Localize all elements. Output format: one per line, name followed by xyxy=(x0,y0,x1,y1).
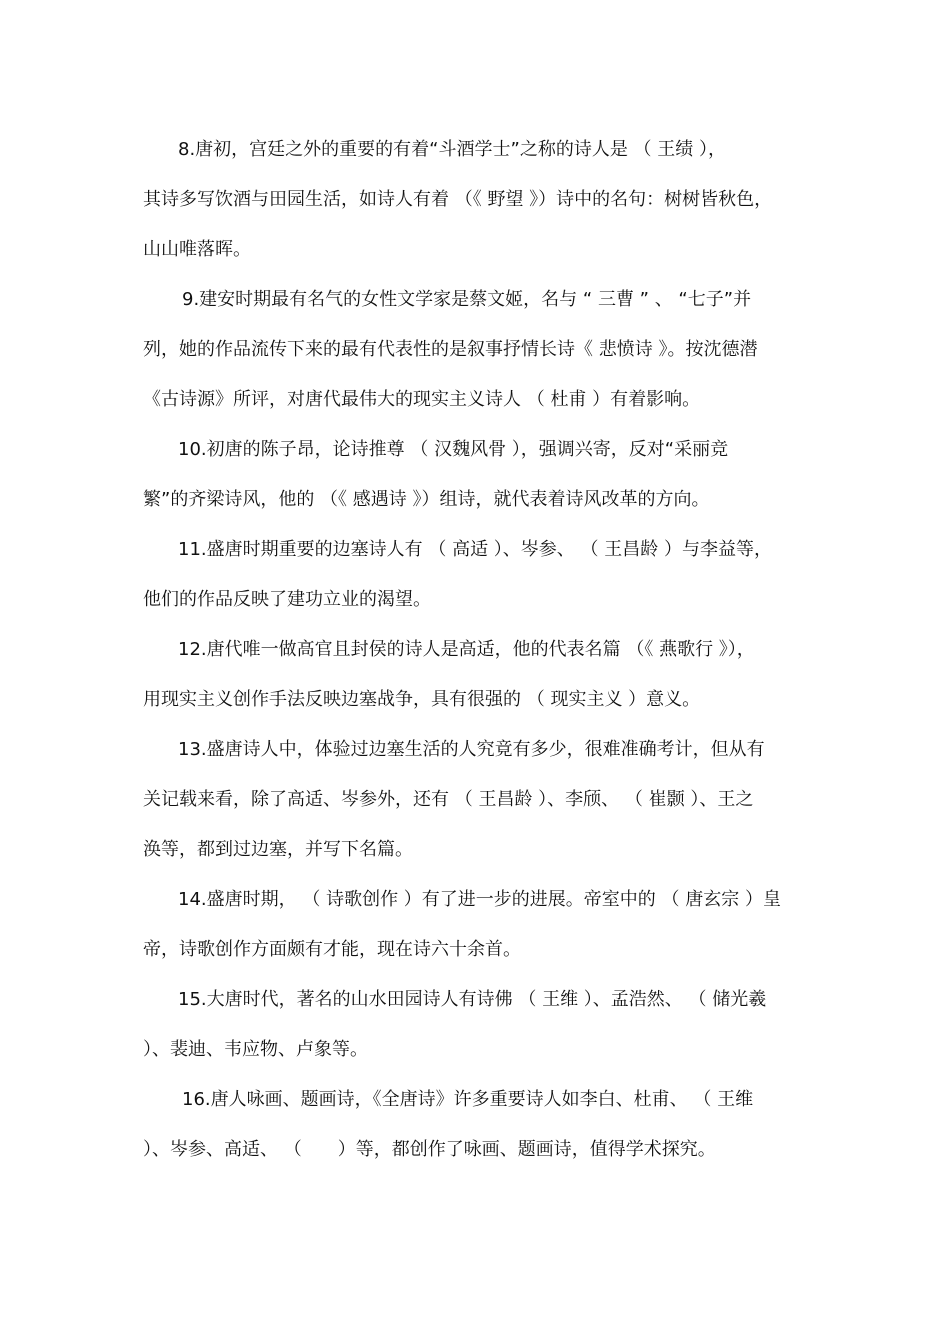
text-line: 其诗多写饮酒与田园生活，如诗人有着 （《 野望 》）诗中的名句：树树皆秋色， xyxy=(143,189,773,210)
text-line: 帝，诗歌创作方面颇有才能，现在诗六十余首。 xyxy=(143,939,521,960)
text-line: 12.唐代唯一做高官且封侯的诗人是高适，他的代表名篇 （《 燕歌行 》）， xyxy=(178,639,755,660)
text-line: 关记载来看，除了高适、岑参外，还有 （ 王昌龄 ）、李颀、 （ 崔颢 ）、王之 xyxy=(143,789,754,810)
text-line: 《古诗源》所评，对唐代最伟大的现实主义诗人 （ 杜甫 ）有着影响。 xyxy=(143,389,701,410)
text-line: 14.盛唐时期， （ 诗歌创作 ）有了进一步的进展。帝室中的 （ 唐玄宗 ）皇 xyxy=(178,889,781,910)
text-line: 15.大唐时代，著名的山水田园诗人有诗佛 （ 王维 ）、孟浩然、 （ 储光羲 xyxy=(178,989,767,1010)
text-line: 10.初唐的陈子昂，论诗推尊 （ 汉魏风骨 ），强调兴寄，反对“采丽竞 xyxy=(178,439,729,460)
text-line: 繁”的齐梁诗风，他的 （《 感遇诗 》）组诗，就代表着诗风改革的方向。 xyxy=(143,489,710,510)
text-line: 13.盛唐诗人中，体验过边塞生活的人究竟有多少，很难准确考计，但从有 xyxy=(178,739,765,760)
text-line: 9.建安时期最有名气的女性文学家是蔡文姬，名与 “ 三曹 ” 、 “七子”并 xyxy=(182,289,752,310)
text-line: ）、裴迪、韦应物、卢象等。 xyxy=(143,1039,368,1060)
text-line: 11.盛唐时期重要的边塞诗人有 （ 高适 ）、岑参、 （ 王昌龄 ）与李益等， xyxy=(178,539,772,560)
text-line: 列，她的作品流传下来的最有代表性的是叙事抒情长诗《 悲愤诗 》。按沈德潜 xyxy=(143,339,758,360)
text-line: ）、岑参、高适、 （ ）等，都创作了咏画、题画诗，值得学术探究。 xyxy=(143,1139,716,1160)
text-line: 用现实主义创作手法反映边塞战争，具有很强的 （ 现实主义 ）意义。 xyxy=(143,689,701,710)
text-line: 山山唯落晖。 xyxy=(143,239,251,260)
text-line: 他们的作品反映了建功立业的渴望。 xyxy=(143,589,431,610)
text-line: 16.唐人咏画、题画诗，《全唐诗》许多重要诗人如李白、杜甫、 （ 王维 xyxy=(182,1089,754,1110)
text-line: 8.唐初，宫廷之外的重要的有着“斗酒学士”之称的诗人是 （ 王绩 ）， xyxy=(178,139,726,160)
text-line: 涣等，都到过边塞，并写下名篇。 xyxy=(143,839,413,860)
